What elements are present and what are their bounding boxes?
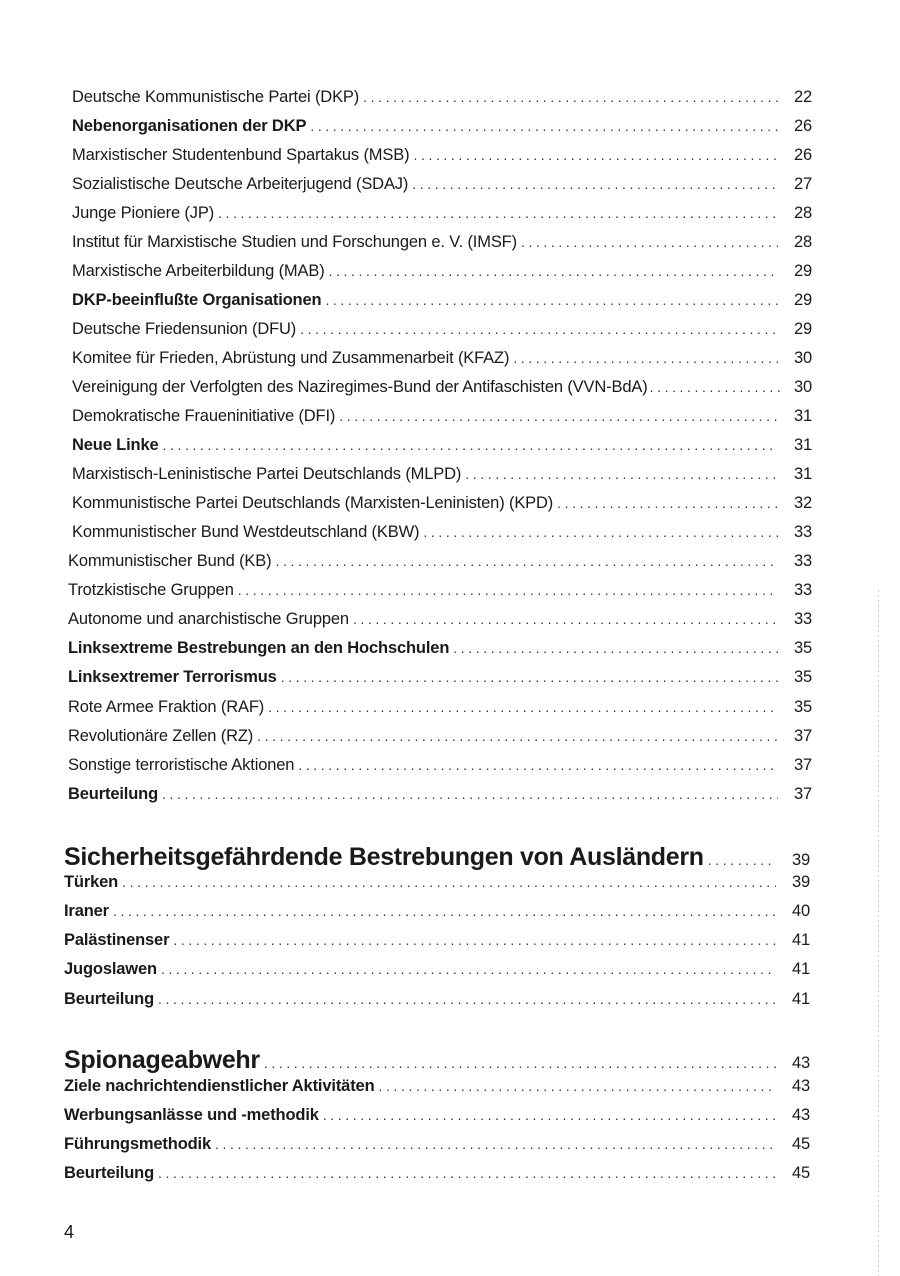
toc-entry — [72, 349, 812, 371]
leader-dots — [363, 89, 778, 105]
toc-entry-label: Komitee für Frieden, Abrüstung und Zusammenarbeit (KFAZ) — [72, 349, 510, 367]
toc-entry-label: Türken — [64, 873, 119, 891]
toc-entry-label: Vereinigung der Verfolgten des Naziregimes-Bund der Antifaschisten (VVN-BdA) — [72, 378, 648, 396]
scan-artifact-line — [878, 590, 879, 1276]
toc-entry-page: 45 — [791, 1164, 810, 1182]
toc-entry — [68, 756, 812, 778]
leader-dots — [122, 874, 776, 890]
toc-entry-page: 33 — [793, 610, 812, 628]
leader-dots — [158, 1165, 776, 1181]
toc-entry-label: Beurteilung — [64, 1164, 155, 1182]
toc-entry — [72, 175, 812, 197]
toc-entry — [64, 931, 810, 953]
toc-entry-label: Jugoslawen — [64, 960, 157, 978]
toc-entry-page: 41 — [791, 931, 810, 949]
toc-entry-page: 37 — [793, 727, 812, 745]
toc-entry-page: 33 — [793, 523, 812, 541]
leader-dots — [215, 1136, 776, 1152]
toc-entry — [64, 1164, 810, 1186]
toc-entry-page: 31 — [793, 407, 812, 425]
leader-dots — [323, 1107, 776, 1123]
toc-entry-page: 26 — [793, 146, 812, 164]
toc-entry-label: Kommunistischer Bund (KB) — [68, 552, 272, 570]
toc-entry — [72, 117, 812, 139]
toc-entry-label: Marxistisch-Leninistische Partei Deutschlands (MLPD) — [72, 465, 462, 483]
toc-entry-page: 29 — [793, 291, 812, 309]
toc-entry — [72, 291, 812, 313]
toc-entry — [72, 523, 812, 545]
toc-entry-page: 31 — [793, 465, 812, 483]
toc-entry-page: 43 — [791, 1077, 810, 1095]
leader-dots — [423, 524, 778, 540]
leader-dots — [650, 379, 780, 395]
toc-entry-label: Autonome und anarchistische Gruppen — [68, 610, 349, 628]
toc-entry-page: 29 — [793, 262, 812, 280]
leader-dots — [113, 903, 776, 919]
toc-entry-page: 27 — [793, 175, 812, 193]
toc-entry — [64, 1077, 810, 1099]
toc-entry — [72, 436, 812, 458]
leader-dots — [453, 640, 778, 656]
toc-entry-page: 33 — [793, 552, 812, 570]
toc-entry-label: Neue Linke — [72, 436, 159, 454]
toc-entry-label: Linksextreme Bestrebungen an den Hochschulen — [68, 639, 450, 657]
toc-entry — [68, 639, 812, 661]
leader-dots — [379, 1078, 777, 1094]
leader-dots — [708, 852, 776, 868]
toc-entry-page: 32 — [793, 494, 812, 512]
toc-chapter-heading — [64, 1046, 810, 1074]
leader-dots — [557, 495, 778, 511]
toc-entry-page: 45 — [791, 1135, 810, 1153]
toc-entry — [64, 873, 810, 895]
toc-chapter-label: Sicherheitsgefährdende Bestrebungen von Ausländern — [64, 843, 704, 871]
leader-dots — [465, 466, 778, 482]
toc-entry-page: 35 — [793, 668, 812, 686]
toc-entry — [72, 204, 812, 226]
toc-entry-page: 22 — [793, 88, 812, 106]
toc-entry-page: 29 — [793, 320, 812, 338]
toc-entry-page: 43 — [791, 1054, 810, 1072]
toc-entry — [64, 902, 810, 924]
toc-entry-label: Revolutionäre Zellen (RZ) — [68, 727, 254, 745]
toc-entry-label: Beurteilung — [68, 785, 159, 803]
toc-entry — [72, 378, 812, 400]
leader-dots — [173, 932, 776, 948]
toc-entry — [68, 610, 812, 632]
toc-entry — [72, 233, 812, 255]
toc-entry — [72, 320, 812, 342]
leader-dots — [268, 699, 778, 715]
toc-entry-page: 39 — [791, 873, 810, 891]
leader-dots — [329, 263, 778, 279]
toc-entry-page: 41 — [791, 990, 810, 1008]
toc-entry-page: 35 — [793, 639, 812, 657]
leader-dots — [276, 553, 779, 569]
toc-entry-page: 43 — [791, 1106, 810, 1124]
toc-entry-page: 37 — [793, 756, 812, 774]
toc-entry-label: Trotzkistische Gruppen — [68, 581, 234, 599]
leader-dots — [281, 669, 778, 685]
leader-dots — [325, 292, 778, 308]
toc-chapter-heading — [64, 843, 810, 871]
toc-entry — [64, 990, 810, 1012]
toc-entry-page: 30 — [793, 378, 812, 396]
toc-entry-page: 28 — [793, 233, 812, 251]
leader-dots — [162, 786, 778, 802]
toc-entry-page: 39 — [791, 851, 810, 869]
toc-entry — [68, 785, 812, 807]
toc-entry-page: 31 — [793, 436, 812, 454]
leader-dots — [264, 1055, 776, 1071]
toc-entry-label: Palästinenser — [64, 931, 170, 949]
leader-dots — [310, 118, 778, 134]
toc-entry-page: 41 — [791, 960, 810, 978]
toc-entry — [68, 727, 812, 749]
toc-entry-label: DKP-beeinflußte Organisationen — [72, 291, 322, 309]
toc-entry-label: Kommunistische Partei Deutschlands (Marxisten-Leninisten) (KPD) — [72, 494, 554, 512]
toc-entry-label: Führungsmethodik — [64, 1135, 212, 1153]
toc-entry-page: 37 — [793, 785, 812, 803]
leader-dots — [413, 147, 778, 163]
toc-chapter-label: Spionageabwehr — [64, 1046, 260, 1074]
toc-entry-label: Kommunistischer Bund Westdeutschland (KBW) — [72, 523, 420, 541]
toc-entry — [72, 146, 812, 168]
toc-entry-label: Marxistische Arbeiterbildung (MAB) — [72, 262, 325, 280]
toc-entry-label: Deutsche Kommunistische Partei (DKP) — [72, 88, 360, 106]
toc-entry — [72, 407, 812, 429]
toc-entry-label: Junge Pioniere (JP) — [72, 204, 215, 222]
leader-dots — [161, 961, 776, 977]
leader-dots — [163, 437, 778, 453]
toc-entry-label: Iraner — [64, 902, 109, 920]
leader-dots — [238, 582, 778, 598]
leader-dots — [298, 757, 778, 773]
toc-entry — [64, 960, 810, 982]
toc-entry-label: Marxistischer Studentenbund Spartakus (MSB) — [72, 146, 410, 164]
toc-entry-page: 26 — [793, 117, 812, 135]
leader-dots — [218, 205, 778, 221]
toc-entry-page: 28 — [793, 204, 812, 222]
toc-entry-label: Beurteilung — [64, 990, 155, 1008]
toc-entry-page: 30 — [793, 349, 812, 367]
toc-entry-label: Ziele nachrichtendienstlicher Aktivitäten — [64, 1077, 375, 1095]
toc-entry — [72, 88, 812, 110]
toc-entry — [68, 581, 812, 603]
toc-entry-label: Sonstige terroristische Aktionen — [68, 756, 295, 774]
leader-dots — [521, 234, 778, 250]
toc-entry — [72, 465, 812, 487]
leader-dots — [158, 991, 776, 1007]
toc-entry-label: Rote Armee Fraktion (RAF) — [68, 698, 265, 716]
toc-entry — [68, 698, 812, 720]
leader-dots — [412, 176, 778, 192]
toc-entry — [72, 494, 812, 516]
toc-entry-label: Sozialistische Deutsche Arbeiterjugend (SDAJ) — [72, 175, 409, 193]
toc-entry-label: Linksextremer Terrorismus — [68, 668, 277, 686]
leader-dots — [300, 321, 778, 337]
leader-dots — [513, 350, 778, 366]
toc-entry-page: 35 — [793, 698, 812, 716]
page-number: 4 — [64, 1222, 75, 1242]
leader-dots — [353, 611, 778, 627]
toc-entry — [68, 668, 812, 690]
toc-entry-page: 40 — [791, 902, 810, 920]
toc-entry — [68, 552, 812, 574]
toc-entry-label: Nebenorganisationen der DKP — [72, 117, 307, 135]
leader-dots — [339, 408, 778, 424]
toc-entry — [72, 262, 812, 284]
toc-entry-label: Demokratische Fraueninitiative (DFI) — [72, 407, 336, 425]
toc-entry — [64, 1106, 810, 1128]
toc-entry-label: Werbungsanlässe und -methodik — [64, 1106, 319, 1124]
toc-entry-label: Deutsche Friedensunion (DFU) — [72, 320, 297, 338]
toc-entry — [64, 1135, 810, 1157]
toc-entry-label: Institut für Marxistische Studien und Forschungen e. V. (IMSF) — [72, 233, 517, 251]
leader-dots — [257, 728, 778, 744]
toc-entry-page: 33 — [793, 581, 812, 599]
